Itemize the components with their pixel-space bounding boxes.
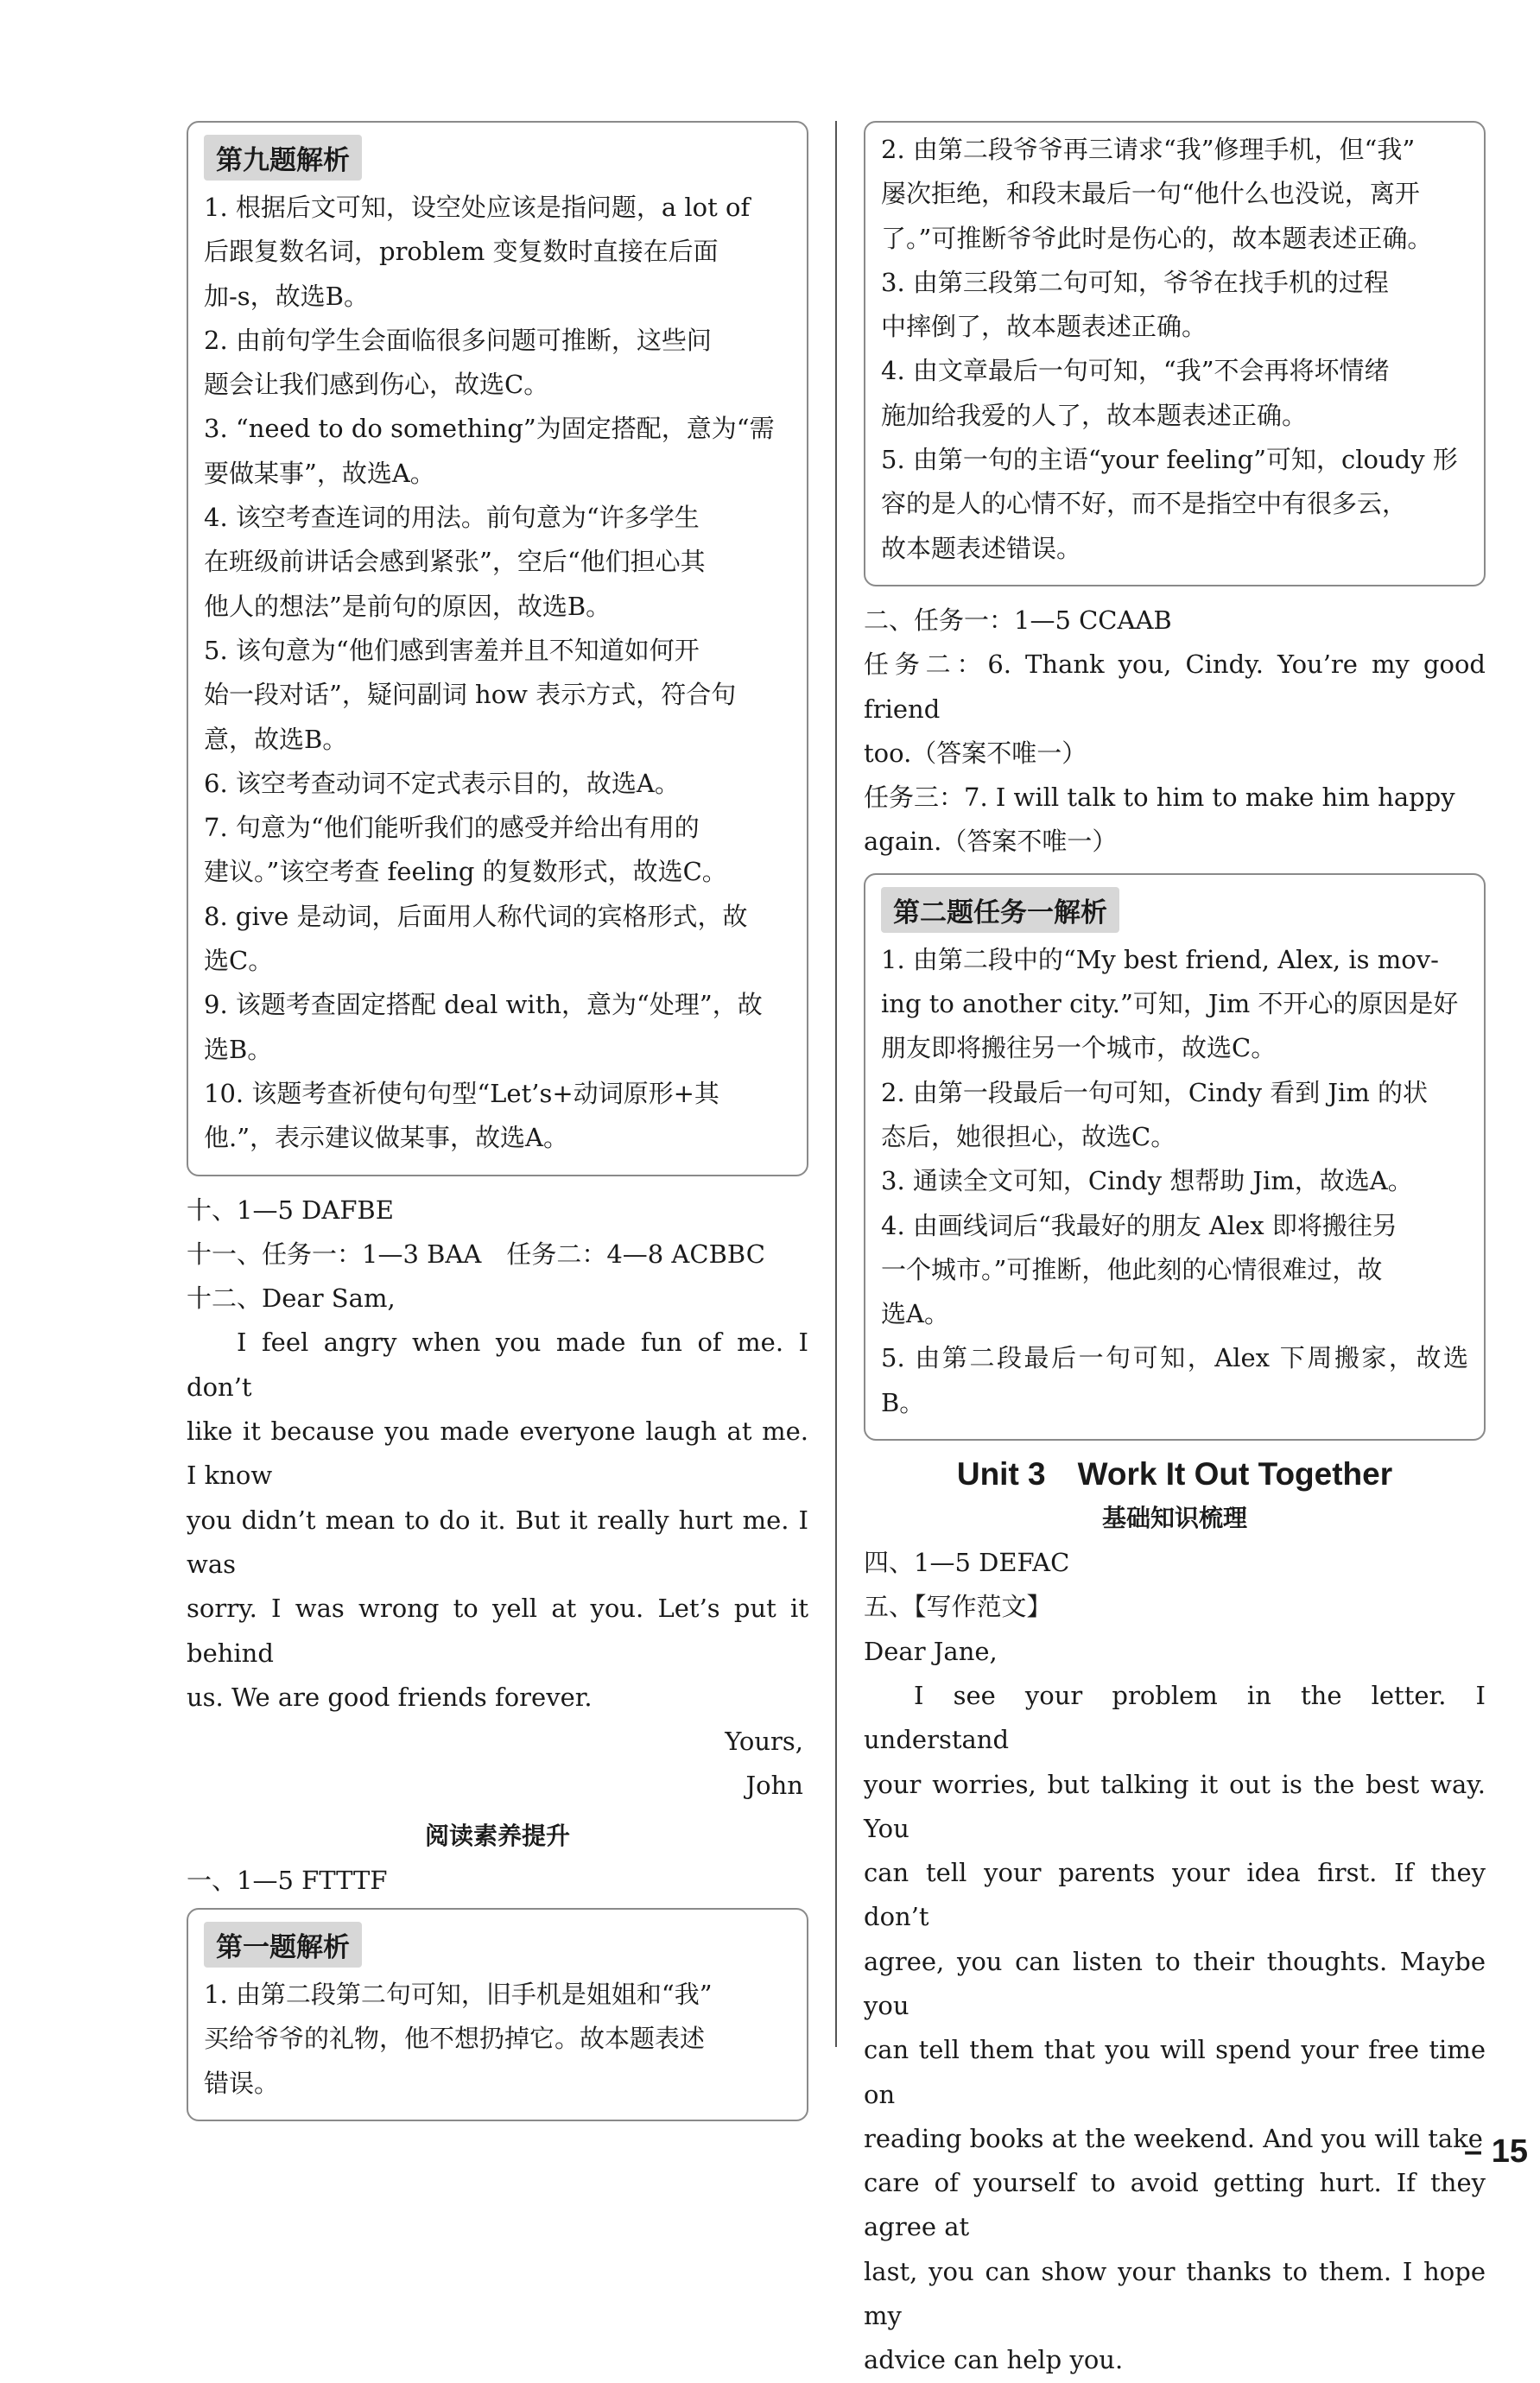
analysis-line: ing to another city.”可知，Jim 不开心的原因是好 [881,989,1459,1019]
analysis-line: 1. 由第二段第二句可知，旧手机是姐姐和“我” [204,1979,713,2009]
essay-line: your worries, but talking it out is the best way. You [864,1769,1486,1843]
analysis-line: 加-s，故选B。 [204,281,369,311]
answer-section-2-task3: again.（答案不唯一） [864,827,1118,857]
analysis-line: 10. 该题考查祈使句句型“Let’s+动词原形+其 [204,1078,719,1108]
analysis-line: 选C。 [204,946,274,976]
analysis-line: 4. 由文章最后一句可知，“我”不会再将坏情绪 [881,356,1390,386]
analysis-line: 容的是人的心情不好，而不是指空中有很多云， [881,489,1408,519]
analysis-line: 建议。”该空考查 feeling 的复数形式，故选C。 [204,857,727,887]
letter-line: I feel angry when you made fun of me. I don’t [187,1328,808,1402]
analysis-line: 买给爷爷的礼物，他不想扔掉它。故本题表述 [204,2024,706,2054]
essay-salutation: Dear Jane, [864,1636,998,1666]
analysis-line: 7. 句意为“他们能听我们的感受并给出有用的 [204,813,700,843]
analysis-line: 6. 该空考查动词不定式表示目的，故选A。 [204,768,680,798]
analysis-line: 意，故选B。 [204,724,348,754]
analysis-line: 4. 由画线词后“我最好的朋友 Alex 即将搬往另 [881,1210,1397,1240]
letter-line: us. We are good friends forever. [187,1682,593,1712]
analysis-line: 中摔倒了，故本题表述正确。 [881,312,1207,342]
analysis-box-q1-continued [864,121,1486,586]
analysis-line: 选B。 [204,1034,273,1064]
left-column [187,121,808,2133]
analysis-line: 5. 由第一句的主语“your feeling”可知，cloudy 形 [881,445,1458,475]
analysis-line: 1. 根据后文可知，设空处应该是指问题，a lot of [204,193,751,222]
page-number: – 15 [1464,2133,1528,2170]
column-divider [835,121,837,2047]
answer-section-2-task1: 二、任务一：1—5 CCAAB [864,605,1172,635]
answer-section-2-task3: 任务三：7. I will talk to him to make him happy [864,783,1455,813]
analysis-box-q9 [187,121,808,1176]
analysis-line: 3. “need to do something”为固定搭配，意为“需 [204,414,775,444]
essay-line: agree, you can listen to their thoughts. Maybe you [864,1946,1486,2020]
analysis-box-q2-task1 [864,873,1486,1441]
analysis-line: 1. 由第二段中的“My best friend, Alex, is mov- [881,944,1439,974]
right-column [864,121,1486,2383]
answer-section-1: 一、1—5 FTTTF [187,1865,388,1895]
box-title: 第二题任务一解析 [881,887,1119,933]
essay-line: can tell your parents your idea first. If they don’t [864,1858,1486,1932]
letter-line: like it because you made everyone laugh at me. I know [187,1416,808,1491]
analysis-line: 选A。 [881,1299,949,1329]
analysis-line: 要做某事”，故选A。 [204,458,435,488]
answer-section-12: 十二、Dear Sam, [187,1283,396,1314]
answer-section-2-task2: 任务二：6. Thank you, Cindy. You’re my good friend [864,650,1486,724]
analysis-line: 5. 由第二段最后一句可知，Alex 下周搬家，故选B。 [881,1343,1468,1417]
section-heading: 阅读素养提升 [424,1821,570,1850]
essay-line: care of yourself to avoid getting hurt. If they agree at [864,2168,1486,2242]
essay-line: reading books at the weekend. And you will take [864,2123,1483,2153]
analysis-line: 朋友即将搬往另一个城市，故选C。 [881,1033,1277,1063]
answer-section-4: 四、1—5 DEFAC [864,1548,1070,1578]
analysis-line: 他人的想法”是前句的原因，故选B。 [204,591,612,621]
analysis-line: 他.”，表示建议做某事，故选A。 [204,1123,568,1153]
analysis-line: 2. 由第二段爷爷再三请求“我”修理手机，但“我” [881,135,1416,164]
letter-closing: Yours, [725,1727,803,1757]
analysis-line: 故本题表述错误。 [881,533,1082,563]
analysis-line: 在班级前讲话会感到紧张”，空后“他们担心其 [204,547,706,577]
section-heading: 基础知识梳理 [1101,1504,1247,1533]
answer-section-2-task2: too.（答案不唯一） [864,738,1087,768]
analysis-line: 8. give 是动词，后面用人称代词的宾格形式，故 [204,901,748,931]
analysis-line: 错误。 [204,2068,280,2098]
analysis-line: 题会让我们感到伤心，故选C。 [204,370,549,400]
analysis-line: 2. 由第一段最后一句可知，Cindy 看到 Jim 的状 [881,1077,1429,1107]
letter-line: you didn’t mean to do it. But it really hurt me. I was [187,1505,808,1579]
analysis-line: 4. 该空考查连词的用法。前句意为“许多学生 [204,503,700,533]
analysis-line: 态后，她很担心，故选C。 [881,1121,1176,1151]
answer-section-5: 五、【写作范文】 [864,1592,1052,1622]
essay-line: last, you can show your thanks to them. I hope my [864,2256,1486,2331]
box-title: 第一题解析 [204,1922,362,1968]
analysis-line: 屡次拒绝，和段末最后一句“他什么也没说，离开 [881,179,1420,209]
analysis-line: 2. 由前句学生会面临很多问题可推断，这些问 [204,325,712,355]
analysis-box-q1 [187,1908,808,2121]
analysis-line: 3. 由第三段第二句可知，爷爷在找手机的过程 [881,267,1389,297]
box-title: 第九题解析 [204,135,362,181]
letter-line: sorry. I was wrong to yell at you. Let’s put it behind [187,1594,808,1668]
analysis-line: 一个城市。”可推断，他此刻的心情很难过，故 [881,1254,1383,1284]
essay-line: can tell them that you will spend your free time on [864,2035,1486,2109]
essay-line: I see your problem in the letter. I understand [864,1680,1486,1755]
analysis-line: 9. 该题考查固定搭配 deal with，意为“处理”，故 [204,990,763,1020]
answer-section-11: 十一、任务一：1—3 BAA 任务二：4—8 ACBBC [187,1239,765,1269]
unit-title: Unit 3 Work It Out Together [956,1456,1393,1493]
answer-section-10: 十、1—5 DAFBE [187,1195,394,1225]
analysis-line: 了。”可推断爷爷此时是伤心的，故本题表述正确。 [881,223,1433,253]
letter-signature: John [745,1771,803,1801]
analysis-line: 5. 该句意为“他们感到害羞并且不知道如何开 [204,635,700,665]
analysis-line: 始一段对话”，疑问副词 how 表示方式，符合句 [204,680,737,710]
analysis-line: 施加给我爱的人了，故本题表述正确。 [881,400,1308,430]
analysis-line: 3. 通读全文可知，Cindy 想帮助 Jim，故选A。 [881,1166,1413,1196]
analysis-line: 后跟复数名词，problem 变复数时直接在后面 [204,237,719,267]
essay-line: advice can help you. [864,2345,1124,2375]
